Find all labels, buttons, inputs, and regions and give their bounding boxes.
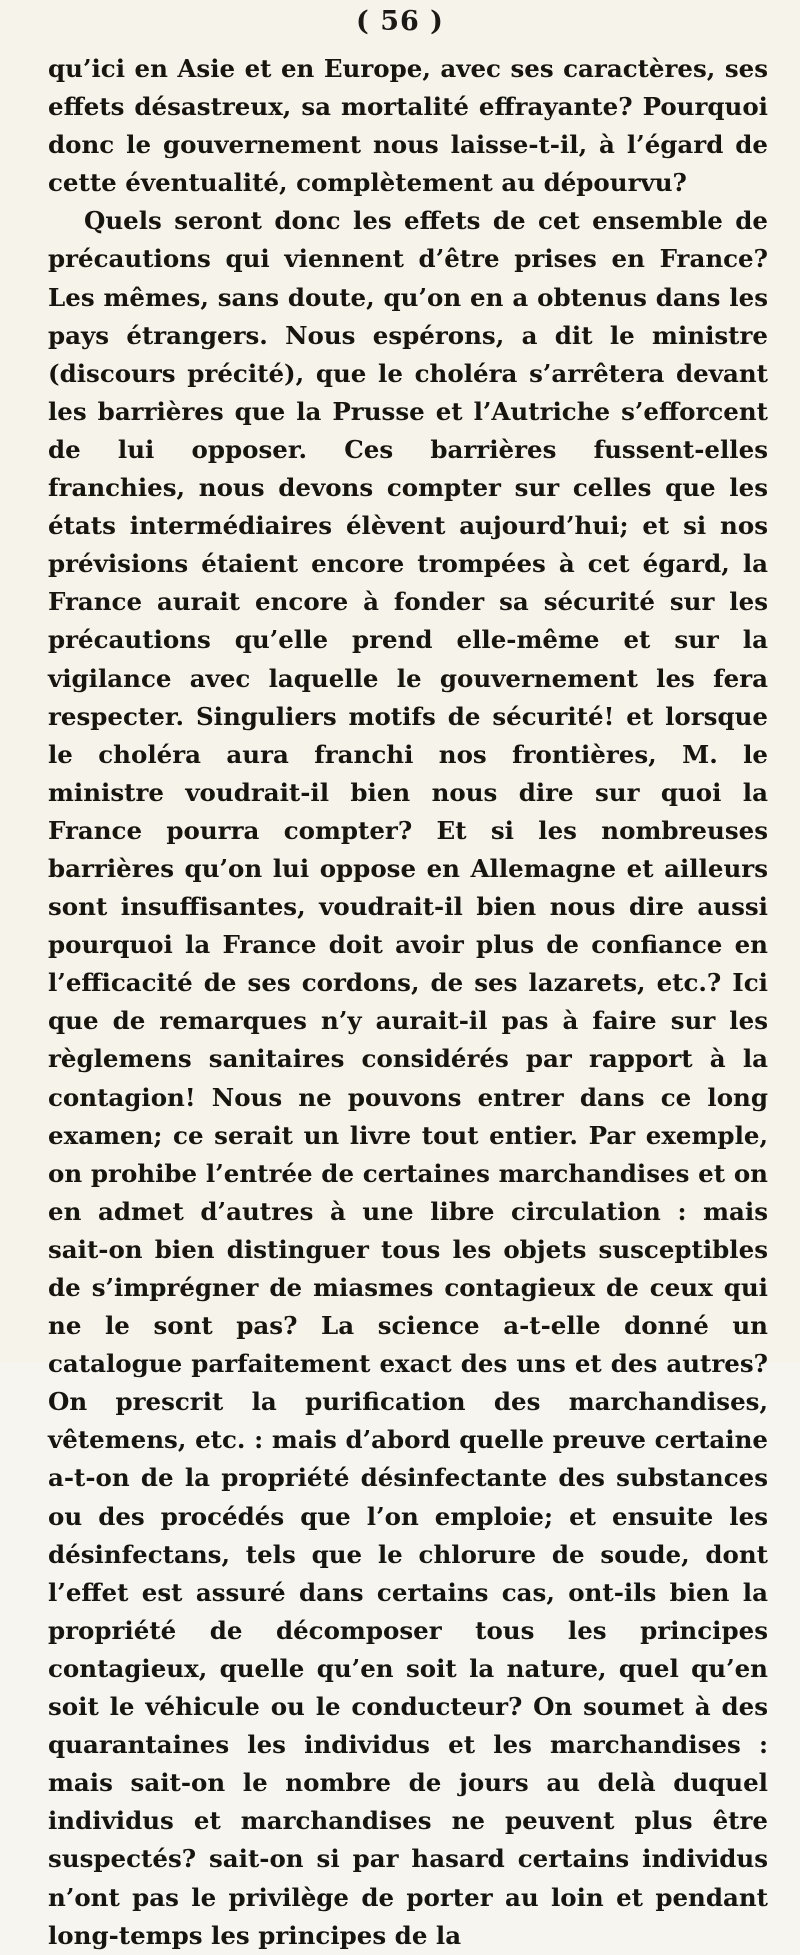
paragraph-2: Quels seront donc les effets de cet ensemble de précautions qui viennent d’être prises en France? Les mêmes, sans doute, qu’on en a obtenus dans les pays étrangers. Nous espérons, a dit le ministre (discours précité), que le choléra s’arrêtera devant les barrières que la Prusse et l’Autriche s’efforcent de lui opposer. Ces barrières fussent-elles franchies, nous devons compter sur celles que les états intermédiaires élèvent aujourd’hui; et si nos prévisions étaient encore trompées à cet égard, la France aurait encore à fonder sa sécurité sur les précautions qu’elle prend elle-même et sur la vigilance avec laquelle le gouvernement les fera respecter. Singuliers motifs de sécurité! et lorsque le choléra aura franchi nos frontières, M. le ministre voudrait-il bien nous dire sur quoi la France pourra compter? Et si les nombreuses barrières qu’on lui oppose en Allemagne et ailleurs sont insuffisantes, voudrait-il bien nous dire aussi pourquoi la France doit avoir plus de confiance en l’efficacité de ses cordons, de ses lazarets, etc.? Ici que de remarques n’y aurait-il pas à faire sur les règlemens sanitaires considérés par rapport à la contagion! Nous ne pouvons entrer dans ce long examen; ce serait un livre tout entier. Par exemple, on prohibe l’entrée de certaines marchandises et on en admet d’autres à une libre circulation : mais sait-on bien distinguer tous les objets susceptibles de s’imprégner de miasmes contagieux de ceux qui ne le sont pas? La science a-t-elle donné un catalogue parfaitement exact des uns et des autres? On prescrit la purification des marchandises, vêtemens, etc. : mais d’abord quelle preuve certaine a-t-on de la propriété désinfectante des substances ou des procédés que l’on emploie; et ensuite les désinfectans, tels que le chlorure de soude, dont l’effet est assuré dans certains cas, ont-ils bien la propriété de décomposer tous les principes contagieux, quelle qu’en soit la nature, quel qu’en soit le véhicule ou le conducteur? On soumet à des quarantaines les individus et les marchandises : mais sait-on le nombre de jours au delà duquel individus et marchandises ne peuvent plus être suspectés? sait-on si par hasard certains individus n’ont pas le privilège de porter au loin et pendant long-temps les principes de la [48,206,768,1950]
page-number: ( 56 ) [356,6,444,37]
paragraph-1: qu’ici en Asie et en Europe, avec ses caractères, ses effets désastreux, sa mortalité effrayante? Pourquoi donc le gouvernement nous laisse-t-il, à l’égard de cette éventualité, complètement au dépourvu? [48,54,768,198]
body-text [48,50,768,1955]
